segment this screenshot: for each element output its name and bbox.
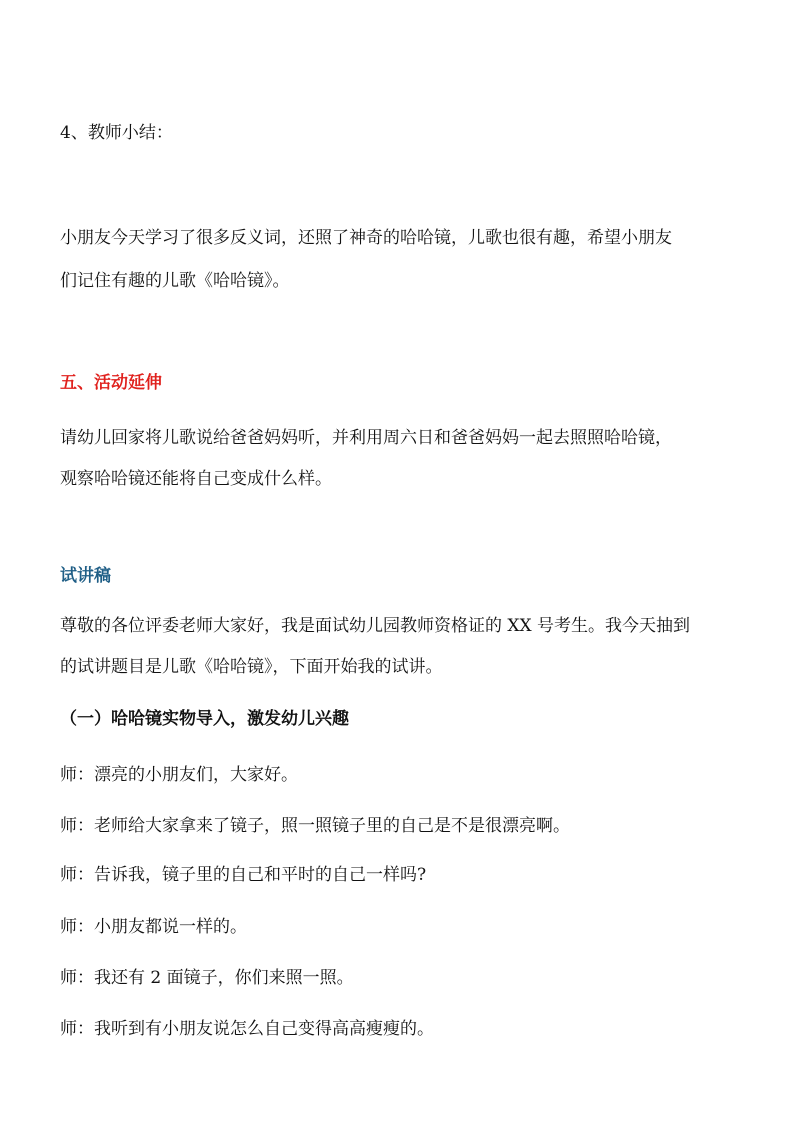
script-subheading: （一）哈哈镜实物导入，激发幼儿兴趣 (60, 709, 349, 729)
section5-para-line-2: 观察哈哈镜还能将自己变成什么样。 (60, 469, 332, 489)
script-line-2: 师：老师给大家拿来了镜子，照一照镜子里的自己是不是很漂亮啊。 (60, 816, 570, 836)
section4-para-line-1: 小朋友今天学习了很多反义词，还照了神奇的哈哈镜，儿歌也很有趣，希望小朋友 (60, 228, 672, 248)
script-heading: 试讲稿 (60, 566, 111, 586)
section5-heading: 五、活动延伸 (60, 373, 162, 393)
script-intro-line-2: 的试讲题目是儿歌《哈哈镜》，下面开始我的试讲。 (60, 657, 443, 677)
section4-title: 4、教师小结： (60, 123, 173, 143)
script-intro-line-1: 尊敬的各位评委老师大家好，我是面试幼儿园教师资格证的 XX 号考生。我今天抽到 (60, 616, 691, 636)
section5-para-line-1: 请幼儿回家将儿歌说给爸爸妈妈听，并利用周六日和爸爸妈妈一起去照照哈哈镜， (60, 428, 672, 448)
script-line-3: 师：告诉我，镜子里的自己和平时的自己一样吗? (60, 865, 427, 885)
script-line-5: 师：我还有 2 面镜子，你们来照一照。 (60, 968, 354, 988)
script-line-4: 师：小朋友都说一样的。 (60, 917, 247, 937)
section4-para-line-2: 们记住有趣的儿歌《哈哈镜》。 (60, 271, 290, 291)
script-line-1: 师：漂亮的小朋友们，大家好。 (60, 765, 298, 785)
script-line-6: 师：我听到有小朋友说怎么自己变得高高瘦瘦的。 (60, 1019, 434, 1039)
